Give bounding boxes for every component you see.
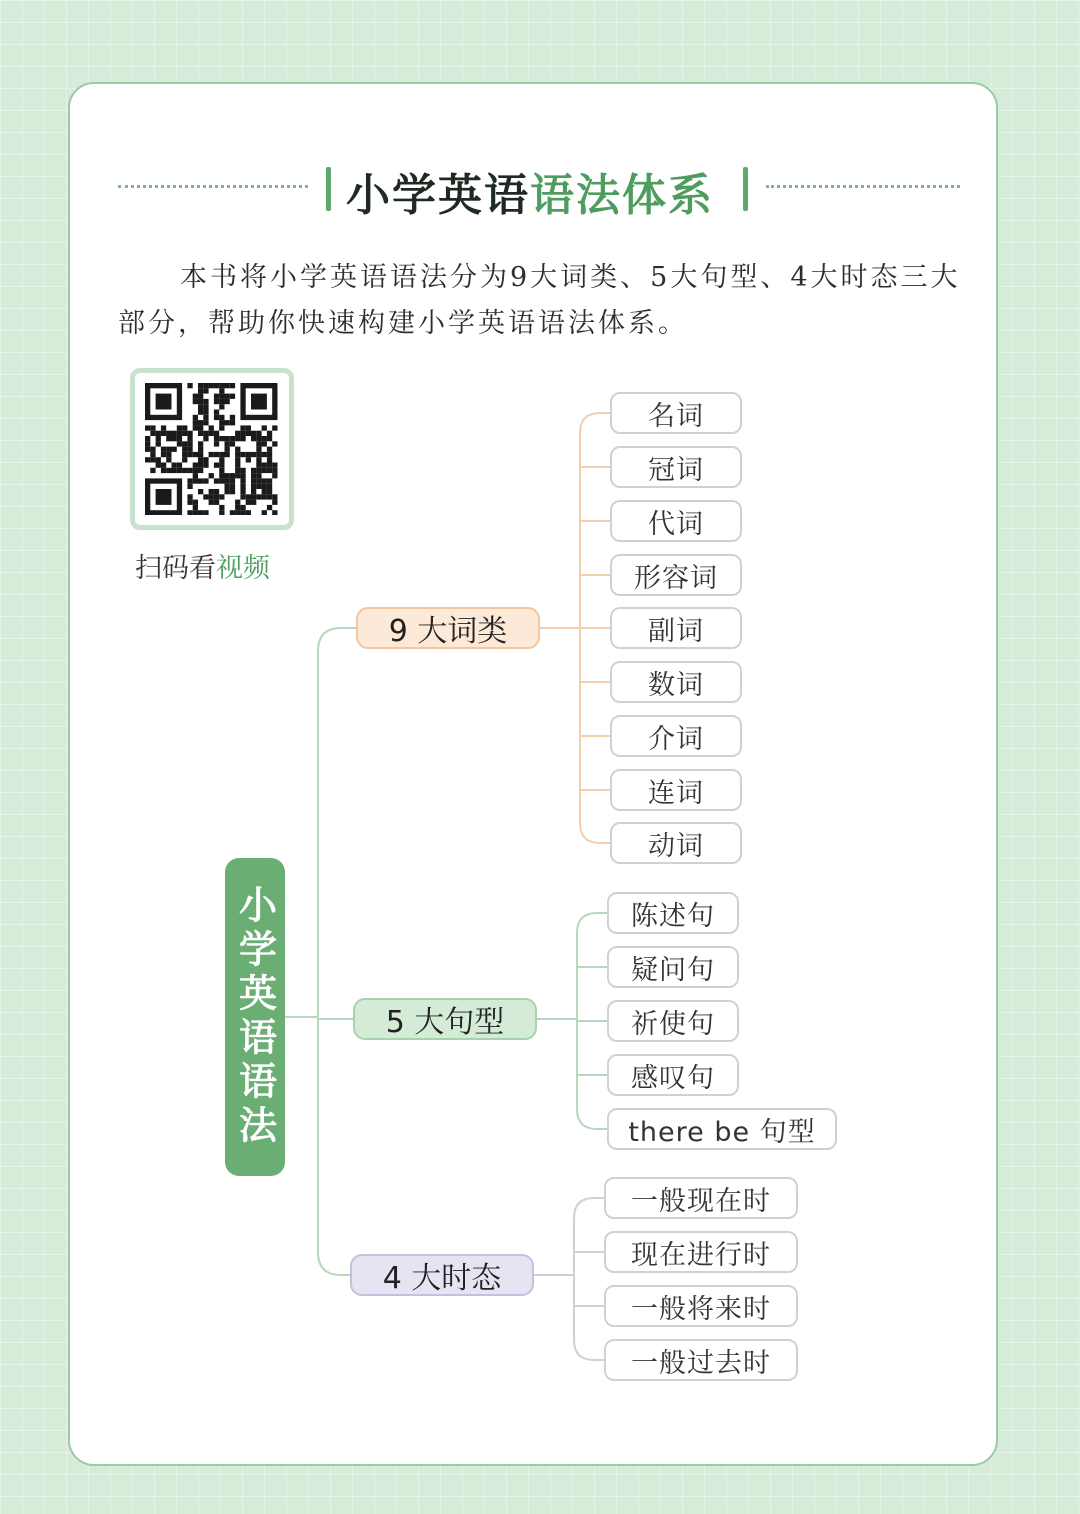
connector-root-tenses (318, 1017, 350, 1275)
leaf-sentence-type: 感叹句 (607, 1054, 739, 1096)
connector-tenses-mid (574, 1252, 604, 1306)
leaf-word-class: 冠词 (610, 446, 742, 488)
branch-sentence-types: 5 大句型 (353, 998, 537, 1040)
leaf-sentence-type: 祈使句 (607, 1000, 739, 1042)
leaf-tense: 一般现在时 (604, 1177, 798, 1219)
leaf-tense: 一般过去时 (604, 1339, 798, 1381)
mindmap-root-label: 小学英语语法 (232, 885, 277, 1149)
leaf-word-class: 动词 (610, 822, 742, 864)
leaf-sentence-type: 陈述句 (607, 892, 739, 934)
leaf-word-class: 代词 (610, 500, 742, 542)
leaf-tense: 现在进行时 (604, 1231, 798, 1273)
leaf-word-class: 副词 (610, 607, 742, 649)
mindmap-root (225, 858, 285, 1176)
leaf-word-class: 数词 (610, 661, 742, 703)
leaf-word-class: 名词 (610, 392, 742, 434)
leaf-word-class: 连词 (610, 769, 742, 811)
qr-label-part1: 扫码看 (135, 553, 216, 584)
leaf-sentence-type: there be 句型 (607, 1108, 837, 1150)
branch-tenses: 4 大时态 (350, 1254, 534, 1296)
connector-tenses-frame (574, 1198, 604, 1360)
page-title-part1: 小学英语 (346, 170, 530, 221)
connector-root-words (285, 628, 356, 1017)
qr-label-part2: 视频 (216, 553, 270, 584)
leaf-tense: 一般将来时 (604, 1285, 798, 1327)
leaf-sentence-type: 疑问句 (607, 946, 739, 988)
branch-word-classes: 9 大词类 (356, 607, 540, 649)
connector-words-mid (580, 467, 610, 790)
leaf-word-class: 形容词 (610, 554, 742, 596)
connector-sentences-mid (577, 967, 607, 1075)
intro-paragraph: 本书将小学英语语法分为9大词类、5大句型、4大时态三大部分，帮助你快速构建小学英语语法体系。 (118, 262, 961, 339)
page-title-part2: 语法体系 (530, 170, 714, 221)
leaf-word-class: 介词 (610, 715, 742, 757)
